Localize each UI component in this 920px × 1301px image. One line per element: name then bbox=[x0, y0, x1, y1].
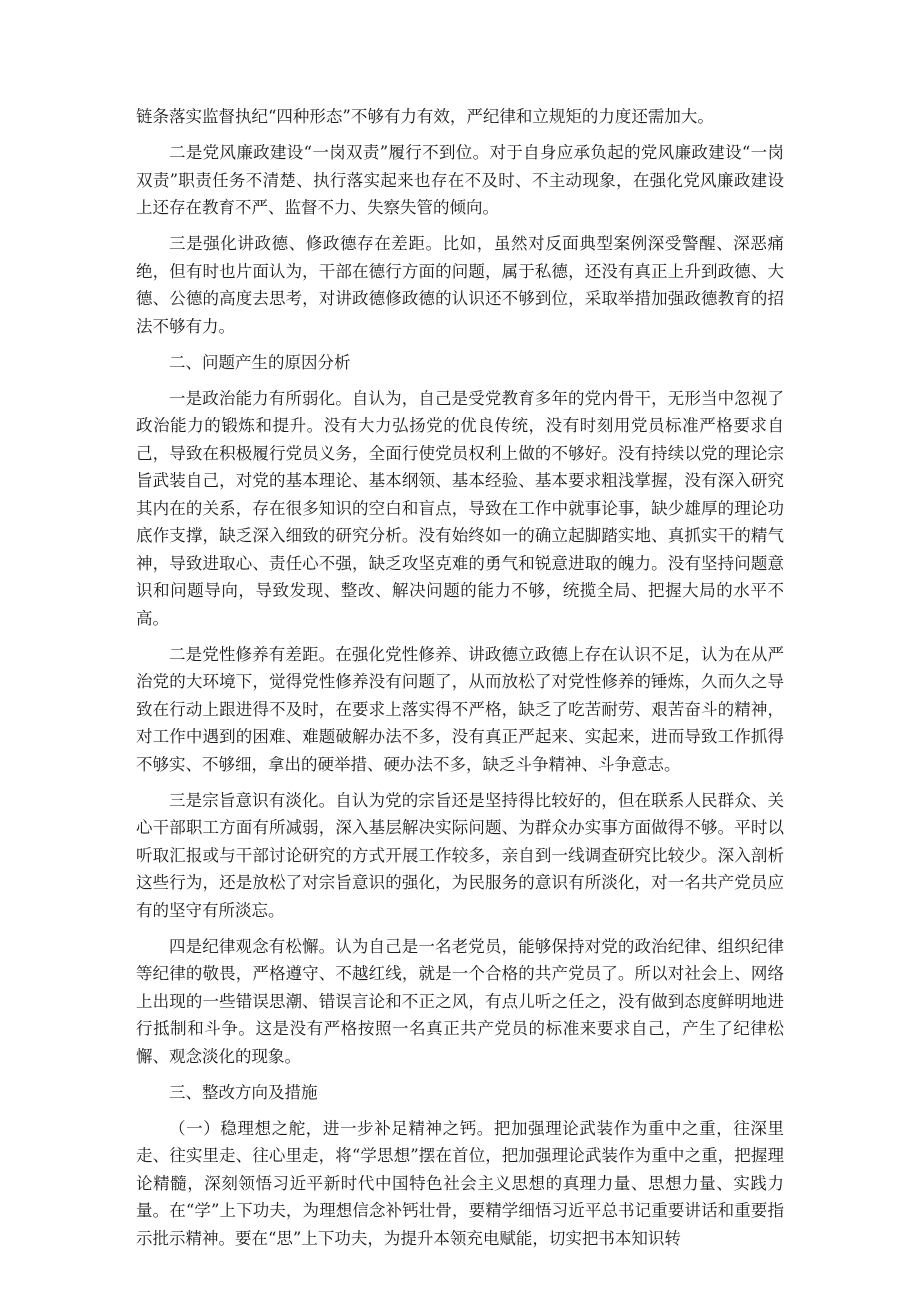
section-heading-causes: 二、问题产生的原因分析 bbox=[169, 352, 351, 372]
paragraph-continuation: 链条落实监督执纪“四种形态”不够有力有效，严纪律和立规矩的力度还需加大。 bbox=[136, 107, 714, 126]
paragraph-political-ability: 一是政治能力有所弱化。自认为，自己是受党教育多年的党内骨干，无形当中忽视了政治能力的锻炼和提升。没有大力弘扬党的优良传统，没有时刻用党员标准严格要求自己，导致在积极履行党员义务，全面行使党员权利上做的不够好。没有持续以党的理论宗旨武装自己，对党的基本理论、基本纲领、基本经验、基本要求粗浅掌握，没有深入研究其内在的关系，存在很多知识的空白和盲点，导致在工作中就事论事，缺少雄厚的理论功底作支撑，缺乏深入细致的研究分析。没有始终如一的确立起脚踏实地、真抓实干的精气神，导致进取心、责任心不强，缺乏攻坚克难的勇气和锐意进取的魄力。没有坚持问题意识和问题导向，导致发现、整改、解决问题的能力不够，统揽全局、把握大局的水平不高。 bbox=[136, 388, 784, 628]
paragraph-discipline: 四是纪律观念有松懈。认为自己是一名老党员，能够保持对党的政治纪律、组织纪律等纪律的敬畏，严格遵守、不越红线，就是一个合格的共产党员了。所以对社会上、网络上出现的一些错误思潮、错误言论和不正之风，有点儿听之任之，没有做到态度鲜明地进行抵制和斗争。这是没有严格按照一名真正共产党员的标准来要求自己，产生了纪律松懈、观念淡化的现象。 bbox=[136, 936, 784, 1066]
document-body bbox=[136, 103, 784, 1261]
paragraph-party-conduct: 二是党风廉政建设“一岗双责”履行不到位。对于自身应承负起的党风廉政建设“一岗双责”职责任务不清楚、执行落实起来也存在不及时、不主动现象，在强化党风廉政建设上还存在教育不严、监督不力、失察失管的倾向。 bbox=[136, 143, 784, 217]
paragraph-party-spirit: 二是党性修养有差距。在强化党性修养、讲政德立政德上存在认识不足，认为在从严治党的大环境下，觉得党性修养没有问题了，从而放松了对党性修养的锤炼，久而久之导致在行动上跟进得不及时，在要求上落实得不严格，缺乏了吃苦耐劳、艰苦奋斗的精神，对工作中遇到的困难、难题破解办法不多，没有真正严起来、实起来，进而导致工作抓得不够实、不够细，拿出的硬举措、硬办法不多，缺乏斗争精神、斗争意志。 bbox=[136, 644, 784, 774]
paragraph-purpose-awareness: 三是宗旨意识有淡化。自认为党的宗旨还是坚持得比较好的，但在联系人民群众、关心干部职工方面有所减弱，深入基层解决实际问题、为群众办实事方面做得不够。平时以听取汇报或与干部讨论研究的方式开展工作较多，亲自到一线调查研究比较少。深入剖析这些行为，还是放松了对宗旨意识的强化，为民服务的意识有所淡化，对一名共产党员应有的坚守有所淡忘。 bbox=[136, 790, 784, 920]
paragraph-political-ethics: 三是强化讲政德、修政德存在差距。比如，虽然对反面典型案例深受警醒、深恶痛绝，但有时也片面认为，干部在德行方面的问题，属于私德，还没有真正上升到政德、大德、公德的高度去思考，对讲政德修政德的认识还不够到位，采取举措加强政德教育的招法不够有力。 bbox=[136, 234, 784, 336]
section-heading-rectification: 三、整改方向及措施 bbox=[169, 1082, 318, 1102]
paragraph-ideals: （一）稳理想之舵，进一步补足精神之钙。把加强理论武装作为重中之重，往深里走、往实里走、往心里走，将“学思想”摆在首位，把加强理论武装作为重中之重，把握理论精髓，深刻领悟习近平新时代中国特色社会主义思想的真理力量、思想力量、实践力量。在“学”上下功夫，为理想信念补钙壮骨，要精学细悟习近平总书记重要讲话和重要指示批示精神。要在“思”上下功夫，为提升本领充电赋能，切实把书本知识转 bbox=[136, 1118, 784, 1248]
